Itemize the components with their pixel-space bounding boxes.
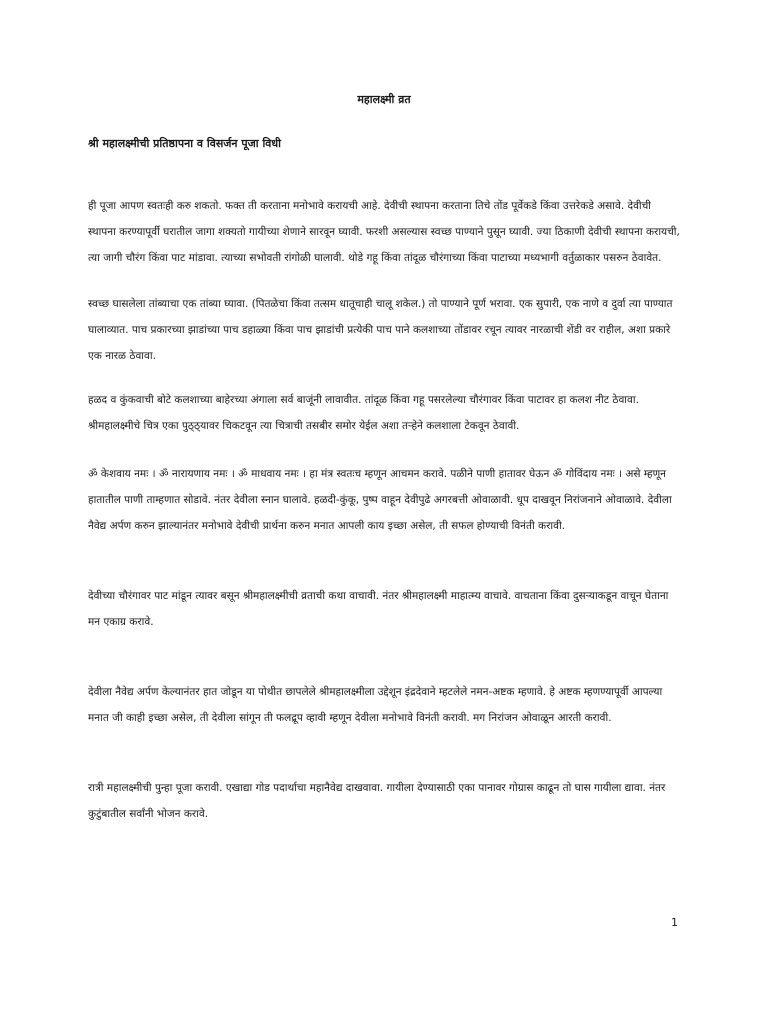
- paragraph-4: ॐ केशवाय नमः । ॐ नारायणाय नमः । ॐ माधवाय नमः । हा मंत्र स्वतःच म्हणून आचमन करावे. पळीने पाणी हातावर घेऊन ॐ गोविंदाय नमः । असे म्हणून हातातील पाणी ताम्हणात सोडावे. नंतर देवीला स्नान घालावे. हळदी-कुंकू, पुष्प वाहून देवीपुढे अगरबत्ती ओवाळावी. धूप दाखवून निरांजनाने ओवाळावे. देवीला नैवेद्य अर्पण करुन झाल्यानंतर मनोभावे देवीची प्रार्थना करुन मनात आपली काय इच्छा असेल, ती सफल होण्याची विनंती करावी.: [88, 468, 672, 532]
- paragraph-7: रात्री महालक्ष्मीची पुन्हा पूजा करावी. एखाद्या गोड पदार्थाचा महानैवेद्य दाखवावा. गायीला देण्यासाठी एका पानावर गोग्रास काढून तो घास गायीला द्यावा. नंतर कुटुंबातील सर्वांनी भोजन करावे.: [88, 782, 666, 820]
- document-body: [88, 193, 680, 827]
- paragraph-5: देवीच्या चौरंगावर पाट मांडून त्यावर बसून श्रीमहालक्ष्मीची व्रताची कथा वाचावी. नंतर श्रीमहालक्ष्मी माहात्म्य वाचावे. वाचताना किंवा दुसऱ्याकडून वाचून घेताना मन एकाग्र करावे.: [88, 590, 669, 628]
- paragraph-3: हळद व कुंकवाची बोटे कलशाच्या बाहेरच्या अंगाला सर्व बाजूंनी लावावीत. तांदूळ किंवा गहू पसरलेल्या चौरंगावर किंवा पाटावर हा कलश नीट ठेवावा. श्रीमहालक्ष्मीचे चित्र एका पुठ्ठ्यावर चिकटवून त्या चित्राची तसबीर समोर येईल अशा तऱ्हेने कलशाला टेकवून ठेवावी.: [88, 394, 639, 432]
- document-title: महालक्ष्मी व्रत: [357, 93, 411, 106]
- paragraph-2: स्वच्छ घासलेला तांब्याचा एक तांब्या घ्यावा. (पितळेचा किंवा तत्सम धातूचाही चालू शकेल.) तो पाण्याने पूर्ण भरावा. एक सुपारी, एक नाणे व दुर्वा त्या पाण्यात घालाव्यात. पाच प्रकारच्या झाडांच्या पाच डहाळ्या किंवा पाच झाडांची प्रत्येकी पाच पाने कलशाच्या तोंडावर रचून त्यावर नारळाची शेंडी वर राहील, अशा प्रकारे एक नारळ ठेवावा.: [88, 298, 673, 362]
- paragraph-1: ही पूजा आपण स्वतःही करु शकतो. फक्त ती करताना मनोभावे करायची आहे. देवीची स्थापना करताना तिचे तोंड पूर्वेकडे किंवा उत्तरेकडे असावे. देवीची स्थापना करण्यापूर्वी घरातील जागा शक्यतो गायीच्या शेणाने सारवून घ्यावी. फरशी असल्यास स्वच्छ पाण्याने पुसून घ्यावी. ज्या ठिकाणी देवीची स्थापना करायची, त्या जागी चौरंग किंवा पाट मांडावा. त्याच्या सभोवती रांगोळी घालावी. थोडे गहू किंवा तांदूळ चौरंगाच्या किंवा पाटाच्या मध्यभागी वर्तुळाकार पसरुन ठेवावेत.: [88, 200, 680, 264]
- paragraph-6: देवीला नैवेद्य अर्पण केल्यानंतर हात जोडून या पोथीत छापलेले श्रीमहालक्ष्मीला उद्देशून इंद्रदेवाने म्हटलेले नमन-अष्टक म्हणावे. हे अष्टक म्हणण्यापूर्वी आपल्या मनात जी काही इच्छा असेल, ती देवीला सांगून ती फलद्रूप व्हावी म्हणून देवीला मनोभावे विनंती करावी. मग निरांजन ओवाळून आरती करावी.: [88, 686, 663, 724]
- page-number: 1: [671, 916, 678, 929]
- document-subtitle: श्री महालक्ष्मीची प्रतिष्ठापना व विसर्जन पूजा विधी: [88, 137, 282, 150]
